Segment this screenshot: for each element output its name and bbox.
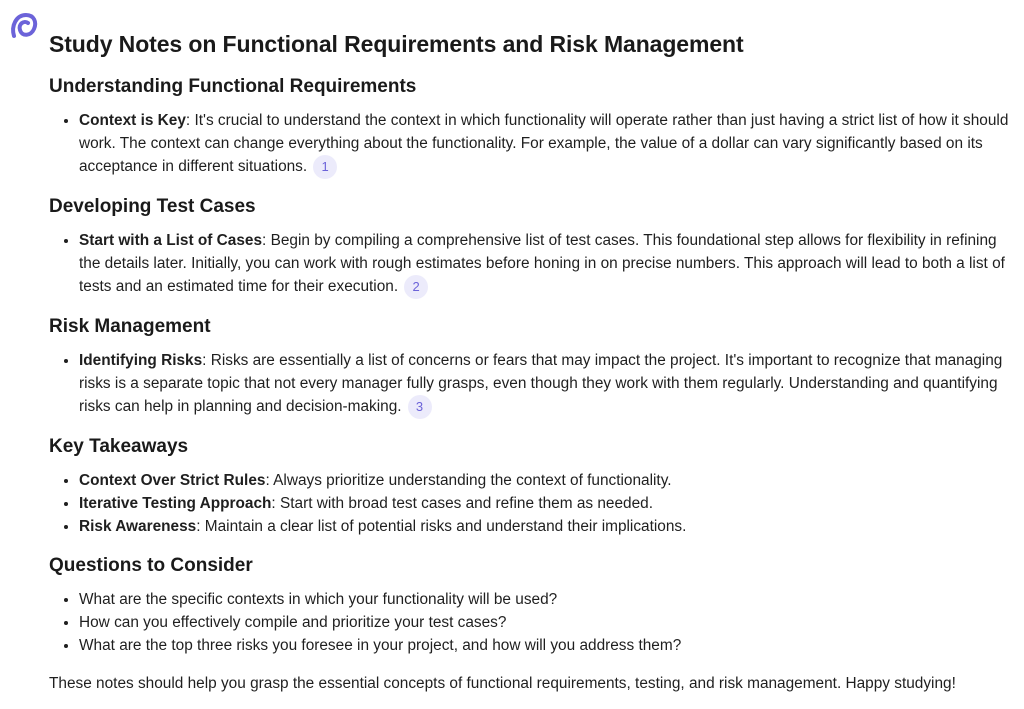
sections-container — [49, 74, 1019, 657]
item-text: : Begin by compiling a comprehensive list of test cases. This foundational step allows for flexibility in refining the details later. Initially, you can work with rough estimates before honing in on precise numbers. This approach will lead to both a list of tests and an estimated time for their execution. — [79, 232, 1005, 296]
list-item — [79, 229, 1019, 299]
list-item — [79, 492, 1019, 515]
section-heading: Understanding Functional Requirements — [49, 76, 417, 97]
item-label: Context Over Strict Rules — [79, 472, 266, 489]
list-item — [79, 109, 1019, 179]
bullet-list — [49, 469, 1019, 538]
section-heading: Key Takeaways — [49, 436, 189, 457]
item-label: Risk Awareness — [79, 518, 197, 535]
app-logo-icon — [8, 10, 40, 42]
page-title: Study Notes on Functional Requirements and Risk Management — [49, 31, 744, 57]
item-text: What are the top three risks you foresee in your project, and how will you address them? — [79, 637, 682, 654]
citation-badge[interactable]: 2 — [404, 275, 428, 299]
citation-badge[interactable]: 1 — [313, 155, 337, 179]
list-item — [79, 515, 1019, 538]
item-text: : Always prioritize understanding the context of functionality. — [265, 472, 672, 489]
bullet-list — [49, 109, 1019, 179]
list-item — [79, 588, 1019, 611]
item-text: : Risks are essentially a list of concerns or fears that may impact the project. It's important to recognize that managing risks is a separate topic that not every manager fully grasps, even though they work with them regularly. Understanding and quantifying risks can help in planning and decision-making. — [79, 352, 1003, 416]
section-heading: Questions to Consider — [49, 555, 253, 576]
item-text: What are the specific contexts in which your functionality will be used? — [79, 591, 558, 608]
item-label: Iterative Testing Approach — [79, 495, 272, 512]
item-text: How can you effectively compile and prioritize your test cases? — [79, 614, 507, 631]
bullet-list — [49, 349, 1019, 419]
item-text: : Start with broad test cases and refine them as needed. — [271, 495, 653, 512]
item-label: Context is Key — [79, 112, 186, 129]
citation-badge[interactable]: 3 — [408, 395, 432, 419]
list-item — [79, 469, 1019, 492]
section-heading: Developing Test Cases — [49, 196, 256, 217]
list-item — [79, 349, 1019, 419]
item-label: Identifying Risks — [79, 352, 203, 369]
bullet-list — [49, 588, 1019, 657]
item-label: Start with a List of Cases — [79, 232, 263, 249]
bullet-list — [49, 229, 1019, 299]
item-text: : It's crucial to understand the context in which functionality will operate rather than just having a strict list of how it should work. The context can change everything about the functionality. For example, the value of a dollar can vary significantly based on its acceptance in different situations. — [79, 112, 1009, 176]
closing-paragraph: These notes should help you grasp the essential concepts of functional requirements, testing, and risk management. Happy studying! — [49, 675, 956, 692]
list-item — [79, 611, 1019, 634]
item-text: : Maintain a clear list of potential risks and understand their implications. — [196, 518, 687, 535]
list-item — [79, 634, 1019, 657]
notes-content — [49, 28, 1019, 695]
section-heading: Risk Management — [49, 316, 211, 337]
